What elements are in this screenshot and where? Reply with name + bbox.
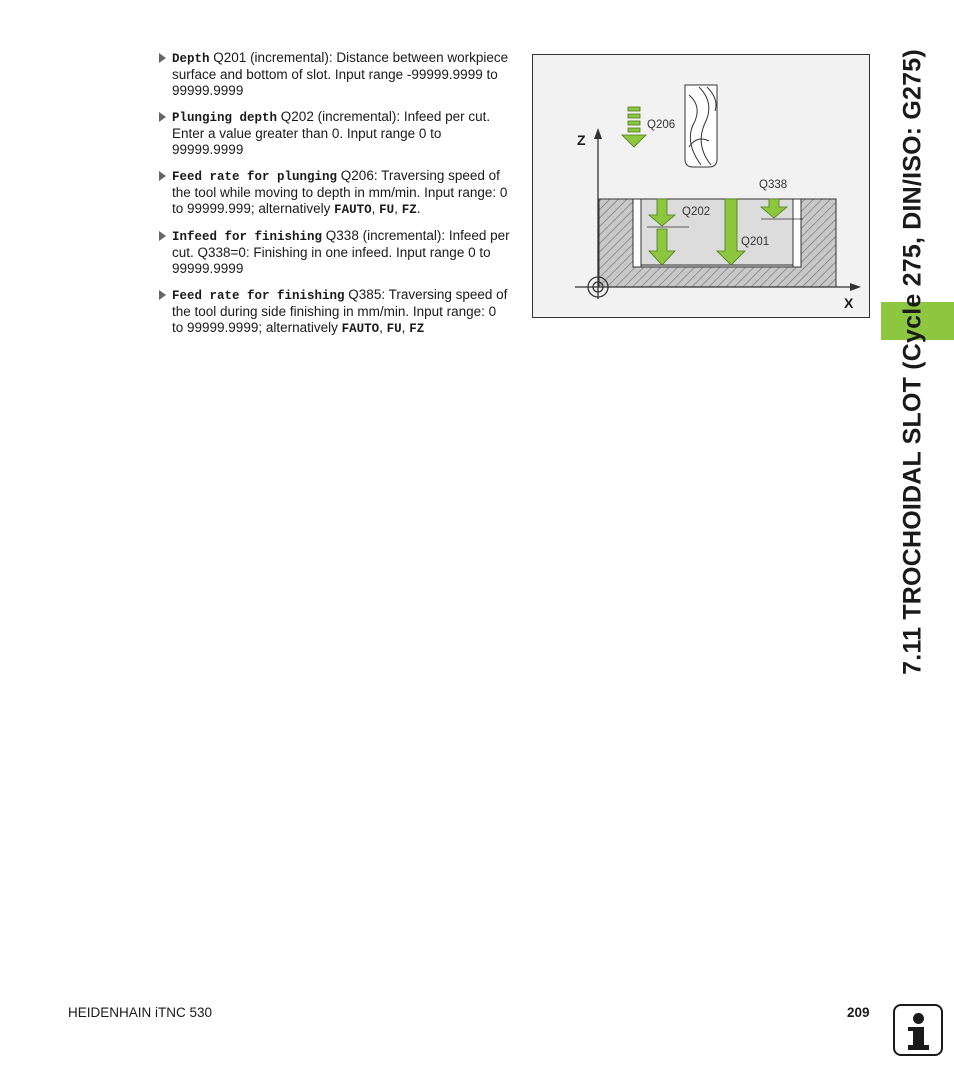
param-item: Feed rate for plunging Q206: Traversing speed of the tool while moving to depth in mm/min. Input range: 0 to 99999.999; alternatively FAUTO, FU, FZ. — [159, 168, 511, 218]
option-code: FU — [386, 322, 402, 336]
slot-diagram — [532, 54, 870, 318]
param-description: (incremental): Infeed per cut. Q338=0: Finishing in one infeed. Input range 0 to 99999.9999 — [172, 228, 510, 276]
option-code: FAUTO — [341, 322, 380, 336]
param-code: Q338 — [325, 228, 359, 243]
triangle-bullet-icon — [159, 112, 166, 122]
finishing-allowance-right — [793, 199, 801, 267]
q201-label: Q201 — [741, 236, 770, 248]
q338-label: Q338 — [759, 179, 788, 191]
param-description: (incremental): Distance between workpiece surface and bottom of slot. Input range -99999.9999 to 99999.9999 — [172, 50, 509, 98]
param-description: : Traversing speed of the tool during side finishing in mm/min. Input range: 0 to 99999.9999; alternatively — [172, 287, 508, 335]
param-keyword: Depth — [172, 52, 210, 66]
x-axis-arrow-icon — [850, 283, 861, 291]
option-code: FZ — [409, 322, 425, 336]
param-keyword: Plunging depth — [172, 111, 278, 125]
triangle-bullet-icon — [159, 171, 166, 181]
param-keyword: Feed rate for plunging — [172, 170, 338, 184]
param-item — [159, 109, 511, 158]
param-end: . — [416, 201, 421, 216]
z-axis-label: Z — [577, 132, 586, 148]
info-icon — [893, 1004, 943, 1056]
q202-label: Q202 — [682, 206, 711, 218]
triangle-bullet-icon — [159, 290, 166, 300]
q206-feed-arrow-icon — [622, 107, 646, 147]
param-item: Feed rate for finishing Q385: Traversing speed of the tool during side finishing in mm/min. Input range: 0 to 99999.9999; alternatively FAUTO, FU, FZ — [159, 287, 511, 337]
param-code: Q202 — [280, 109, 314, 124]
parameter-list — [159, 50, 511, 347]
option-code: FZ — [401, 203, 417, 217]
page-number: 209 — [847, 1005, 870, 1020]
q206-label: Q206 — [647, 119, 676, 131]
param-keyword: Infeed for finishing — [172, 230, 323, 244]
triangle-bullet-icon — [159, 53, 166, 63]
section-title: 7.11 TROCHOIDAL SLOT (Cycle 275, DIN/ISO: G275) — [898, 49, 927, 675]
param-code: Q385 — [348, 287, 382, 302]
triangle-bullet-icon — [159, 231, 166, 241]
footer-product: HEIDENHAIN iTNC 530 — [68, 1005, 213, 1020]
param-description: (incremental): Infeed per cut. Enter a value greater than 0. Input range 0 to 99999.9999 — [172, 109, 491, 157]
param-item — [159, 50, 511, 99]
param-code: Q206 — [340, 168, 374, 183]
option-code: FAUTO — [334, 203, 372, 217]
slot-diagram-svg — [533, 55, 871, 319]
x-axis-label: X — [844, 295, 854, 311]
param-item — [159, 228, 511, 277]
param-keyword: Feed rate for finishing — [172, 289, 345, 303]
end-mill-tool-icon — [685, 85, 717, 167]
param-code: Q201 — [213, 50, 247, 65]
param-description: : Traversing speed of the tool while moving to depth in mm/min. Input range: 0 to 99999.999; alternatively — [172, 168, 508, 216]
option-code: FU — [379, 203, 395, 217]
z-axis-arrow-icon — [594, 128, 602, 139]
finishing-allowance-left — [633, 199, 641, 267]
